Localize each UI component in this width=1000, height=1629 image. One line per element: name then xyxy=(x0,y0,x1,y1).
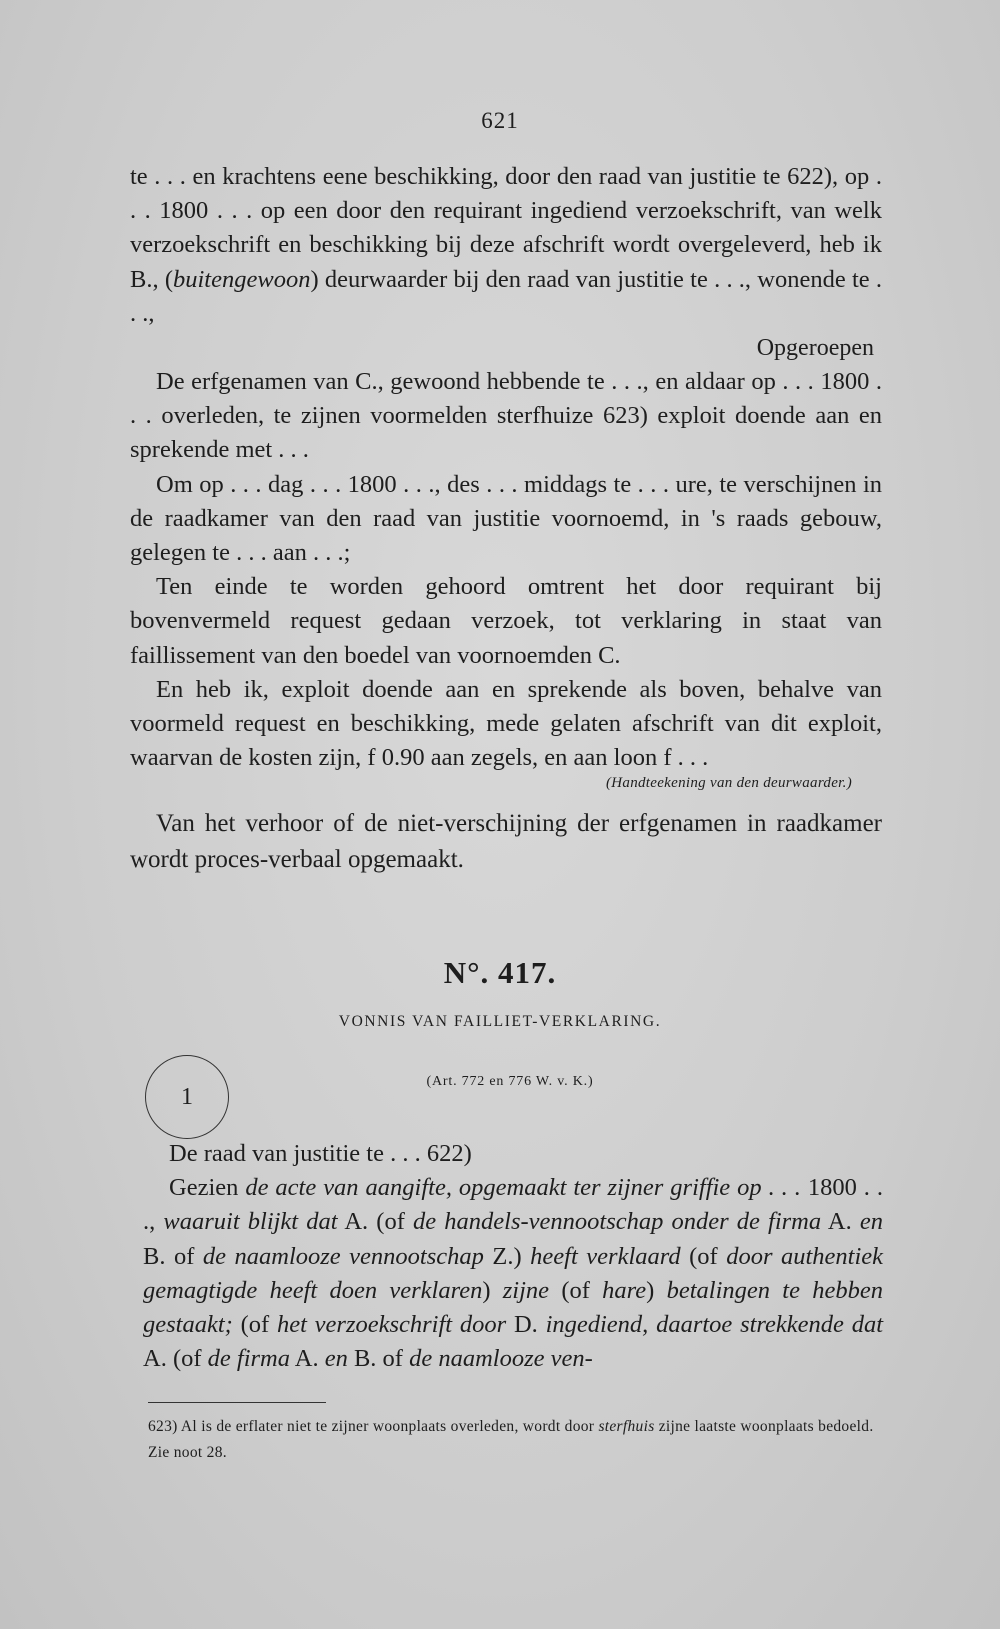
footnote-text: 623) Al is de erflater niet te zijner woonplaats overleden, wordt door xyxy=(148,1418,599,1435)
section-article-ref: (Art. 772 en 776 W. v. K.) xyxy=(426,1074,594,1089)
judgment-body xyxy=(143,1137,883,1376)
writ-body xyxy=(130,160,882,878)
jt: B. of xyxy=(143,1242,203,1270)
ji: het verzoekschrift door xyxy=(276,1311,507,1339)
jt: A. (of xyxy=(143,1345,208,1373)
writ-text: ) deurwaarder bij den raad van justitie te . . ., wonende te . . ., xyxy=(130,265,883,327)
ji: en xyxy=(859,1208,883,1236)
judgment-line-1: De raad van justitie te . . . 622) xyxy=(169,1140,472,1167)
footnote-divider xyxy=(148,1402,326,1403)
jt: B. of xyxy=(347,1345,410,1373)
ji: de handels-vennootschap onder de firma xyxy=(413,1208,822,1236)
ji: heeft verklaard xyxy=(530,1242,681,1270)
judgment-paragraph xyxy=(143,1171,883,1376)
writ-text: te . . . en krachtens eene beschikking, door den raad van justitie te 622), op . . . 1800 . . . op een door den requirant ingediend verzoekschrift, van welk verzoekschrift en beschikking bij deze afschrift wordt overgeleverd, heb ik B., ( xyxy=(130,163,882,293)
ji: betalingen te hebben gestaakt; xyxy=(143,1276,883,1339)
page-number: 621 xyxy=(481,108,519,133)
writ-paragraph-4: Ten einde te worden gehoord omtrent het door requirant bij bovenvermeld request gedaan verzoek, tot verklaring in staat van faillissement van den boedel van voornoemden C. xyxy=(130,573,882,669)
jt: (of xyxy=(549,1276,603,1304)
jt: ) xyxy=(482,1276,503,1304)
ji: de naamlooze ven- xyxy=(409,1345,593,1373)
footnote-italic-term: sterfhuis xyxy=(598,1418,655,1435)
jt: (of xyxy=(680,1242,727,1270)
jt: A. xyxy=(289,1345,325,1373)
ji: en xyxy=(324,1345,348,1373)
jt: Gezien xyxy=(169,1174,246,1202)
jt: Z.) xyxy=(483,1242,531,1270)
jt: 1800 . . ., xyxy=(143,1174,884,1236)
jt: D. xyxy=(506,1311,546,1339)
writ-paragraph-5: En heb ik, exploit doende aan en sprekende als boven, behalve van voormeld request en beschikking, mede gelaten afschrift van dit exploit, waarvan de kosten zijn, f 0.90 aan zegels, en aan loon f . . . xyxy=(130,675,882,772)
circled-number-mark: 1 xyxy=(145,1055,229,1139)
jt: A. xyxy=(821,1208,860,1236)
jt: (of xyxy=(232,1311,277,1339)
footnote-623 xyxy=(148,1414,894,1466)
signature-line: (Handteekening van den deurwaarder.) xyxy=(605,775,852,792)
writ-italic-term: buitengewoon xyxy=(173,265,311,293)
closing-paragraph: Van het verhoor of de niet-verschijning der erfgenamen in raadkamer wordt proces-verbaal opgemaakt. xyxy=(130,810,882,874)
ji: de naamlooze vennootschap xyxy=(202,1242,484,1270)
section-number: N°. 417. xyxy=(443,955,557,990)
writ-paragraph-3: Om op . . . dag . . . 1800 . . ., des . . . middags te . . . ure, te verschijnen in de raadkamer van den raad van justitie voornoemd, in 's raads gebouw, gelegen te . . . aan . . .; xyxy=(130,470,882,567)
section-title: VONNIS VAN FAILLIET-VERKLARING. xyxy=(338,1013,662,1030)
jt: A. (of xyxy=(337,1208,413,1236)
ji: de firma xyxy=(207,1345,290,1373)
summoned-label: Opgeroepen xyxy=(756,335,874,362)
ji: zijne xyxy=(502,1276,550,1304)
jt: ) xyxy=(646,1276,667,1304)
ji: waaruit blijkt dat xyxy=(163,1208,338,1236)
footnote-text: zijne laatste woonplaats bedoeld. Zie noot 28. xyxy=(148,1418,874,1461)
ji: hare xyxy=(602,1276,647,1304)
ji: de acte van aangifte, opgemaakt ter zijner griffie op . . . xyxy=(245,1174,801,1202)
ji: ingediend, daartoe strekkende dat xyxy=(545,1311,883,1339)
writ-paragraph-2: De erfgenamen van C., gewoond hebbende te . . ., en aldaar op . . . 1800 . . . overleden, te zijnen voormelden sterfhuize 623) exploit doende aan en sprekende met . . . xyxy=(130,368,882,464)
ji: door authentiek gemagtigde heeft doen verklaren xyxy=(143,1242,884,1304)
writ-paragraph-1 xyxy=(130,160,882,331)
